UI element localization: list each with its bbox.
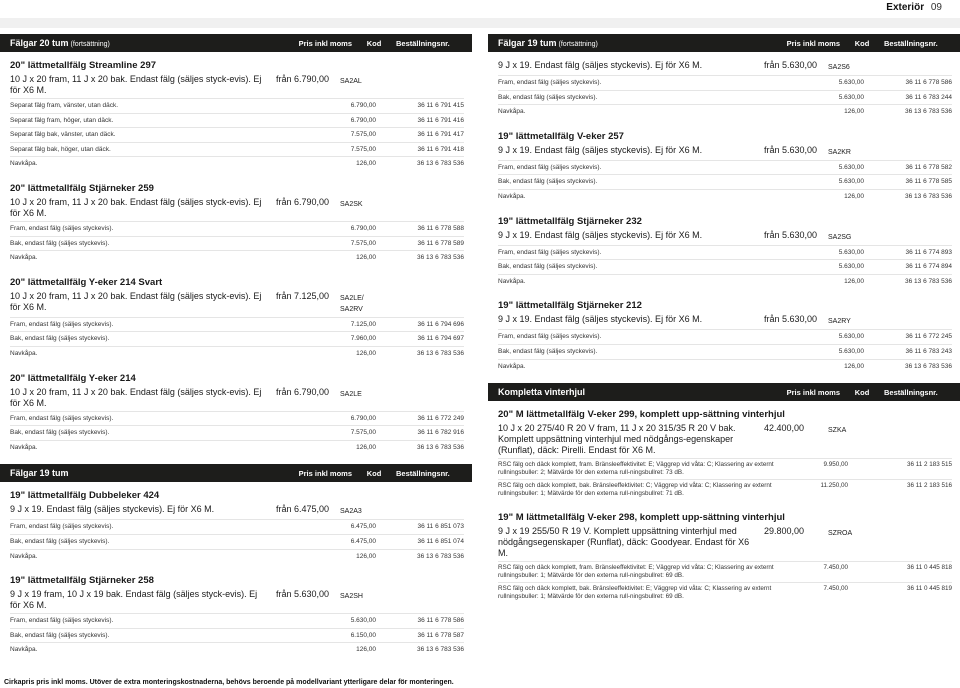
spacer — [10, 657, 464, 667]
product-order-spacer — [872, 526, 952, 559]
row-price: 5.630,00 — [838, 248, 864, 256]
table-row — [10, 642, 464, 657]
table-row — [498, 245, 952, 260]
row-price: 126,00 — [356, 552, 376, 560]
product-code: SA2SK — [340, 200, 363, 208]
table-row — [498, 189, 952, 204]
product-code: SZKA — [828, 427, 847, 435]
row-price: 126,00 — [844, 192, 864, 200]
product-block — [0, 60, 472, 181]
product-price: från 5.630,00 — [764, 60, 818, 70]
product-price: från 6.790,00 — [276, 196, 330, 207]
left-column — [0, 34, 472, 667]
section-title — [498, 38, 760, 48]
row-price: 126,00 — [356, 160, 376, 168]
row-order-number: 36 11 6 791 416 — [417, 116, 464, 124]
product-block — [488, 512, 960, 613]
product-title: 19" lättmetallfälg Stjärneker 258 — [10, 575, 154, 587]
table-row — [498, 329, 952, 344]
row-order-number: 36 11 6 782 916 — [417, 429, 464, 437]
row-description: Fram, endast fälg (säljes styckevis). — [10, 320, 114, 328]
table-row — [10, 113, 464, 128]
row-price: 7.960,00 — [350, 335, 376, 343]
product-code: SA2SG — [828, 233, 852, 241]
row-order-number: 36 13 6 783 536 — [905, 362, 952, 370]
row-price: 126,00 — [356, 443, 376, 451]
product-order-spacer — [384, 197, 464, 219]
table-row — [10, 628, 464, 643]
product-main — [498, 526, 952, 559]
column-price-label: Pris inkl moms — [298, 38, 352, 48]
product-price: 42.400,00 — [764, 423, 805, 434]
row-price: 5.630,00 — [838, 333, 864, 341]
table-row — [498, 582, 952, 603]
row-price: 6.475,00 — [350, 537, 376, 545]
table-row — [498, 344, 952, 359]
product-main — [498, 145, 952, 158]
section-title — [498, 387, 760, 397]
table-row — [498, 90, 952, 105]
column-price-label: Pris inkl moms — [298, 468, 352, 478]
row-price: 9.950,00 — [823, 461, 848, 469]
row-description: Bak, endast fälg (säljes styckevis). — [498, 93, 598, 101]
product-code: SA2LE — [340, 390, 362, 398]
table-row — [498, 561, 952, 582]
row-description: Fram, endast fälg (säljes styckevis). — [498, 163, 602, 171]
product-price: från 6.790,00 — [276, 74, 330, 84]
column-order-label: Beställningsnr. — [884, 387, 938, 397]
table-row — [498, 174, 952, 189]
row-description: RSC fälg och däck komplett, bak. Bränsleeffektivitet: E; Väggrep vid våta: C; Klassering av externt rullningsbuller: 1; Mätvärde för den externa rull-ningsbullret: 69 dB. — [498, 585, 772, 601]
spacer — [10, 454, 464, 464]
row-price: 6.790,00 — [350, 116, 376, 124]
row-price: 7.575,00 — [350, 145, 376, 153]
row-order-number: 36 11 6 778 586 — [905, 79, 952, 86]
table-row — [10, 519, 464, 534]
row-description: Navkåpa. — [498, 362, 526, 370]
row-order-number: 36 11 6 778 589 — [417, 239, 464, 247]
product-main — [498, 423, 952, 456]
row-price: 6.150,00 — [350, 631, 376, 639]
row-order-number: 36 11 6 774 894 — [905, 263, 952, 271]
row-order-number: 36 11 6 778 585 — [905, 178, 952, 186]
table-row — [498, 274, 952, 289]
product-order-spacer — [872, 145, 952, 158]
header-strip — [0, 18, 960, 28]
table-row — [10, 236, 464, 251]
product-description: 9 J x 19 255/50 R 19 V. Komplett uppsättning vinterhjul med nödgångsegenskaper (Runflat), däck: Goodyear. Endast för X6 M. — [498, 526, 750, 559]
table-row — [498, 75, 952, 90]
product-description: 9 J x 19. Endast fälg (säljes styckevis). Ej för X6 M. — [498, 144, 703, 155]
spacer — [498, 204, 952, 214]
product-title: 19" lättmetallfälg Stjärneker 232 — [498, 215, 642, 227]
product-main — [498, 314, 952, 327]
spacer — [498, 119, 952, 129]
row-description: Navkåpa. — [10, 160, 38, 168]
row-price: 7.450,00 — [823, 564, 848, 572]
row-order-number: 36 11 6 778 587 — [417, 631, 464, 639]
section-header — [488, 383, 960, 401]
product-title: 19" lättmetallfälg Dubbeleker 424 — [10, 490, 160, 502]
table-row — [10, 250, 464, 265]
section-label — [886, 2, 942, 13]
row-price: 6.790,00 — [350, 414, 376, 422]
product-main — [10, 387, 464, 409]
table-row — [498, 359, 952, 374]
row-order-number: 36 13 6 783 536 — [417, 552, 464, 560]
product-block — [0, 575, 472, 667]
table-row — [10, 127, 464, 142]
column-code-label: Kod — [854, 387, 870, 397]
section-header — [488, 34, 960, 52]
row-order-number: 36 11 6 778 588 — [417, 224, 464, 232]
row-description: Bak, endast fälg (säljes styckevis). — [10, 239, 110, 247]
product-order-spacer — [384, 291, 464, 315]
row-price: 5.630,00 — [838, 178, 864, 186]
column-code-label: Kod — [366, 38, 382, 48]
column-order-label: Beställningsnr. — [396, 468, 450, 478]
section-header — [0, 464, 472, 482]
row-order-number: 36 11 6 772 249 — [417, 414, 464, 422]
row-description: RSC fälg och däck komplett, fram. Bränsleeffektivitet: E; Väggrep vid våta: C; Klassering av externt rullningsbuller: 1; Mätvärde för den externa rull-ningsbullret: 69 dB. — [498, 564, 774, 580]
product-description: 10 J x 20 fram, 11 J x 20 bak. Endast fälg (säljes styck-evis). Ej för X6 M. — [10, 386, 262, 408]
product-block — [488, 60, 960, 129]
product-main — [498, 60, 952, 73]
row-description: Bak, endast fälg (säljes styckevis). — [10, 631, 110, 639]
row-description: Bak, endast fälg (säljes styckevis). — [10, 335, 110, 343]
row-order-number: 36 11 2 183 516 — [906, 482, 952, 490]
product-code: SA2RY — [828, 318, 851, 326]
product-title: 19" lättmetallfälg Stjärneker 212 — [498, 300, 642, 312]
row-price: 11.250,00 — [820, 482, 848, 490]
product-price: 29.800,00 — [764, 526, 805, 537]
row-price: 5.630,00 — [838, 93, 864, 101]
product-order-spacer — [872, 314, 952, 327]
row-order-number: 36 13 6 783 536 — [417, 646, 464, 654]
row-order-number: 36 11 6 783 244 — [905, 93, 952, 101]
product-main — [10, 74, 464, 96]
column-order-label: Beställningsnr. — [884, 38, 938, 48]
row-price: 126,00 — [844, 362, 864, 370]
spacer — [498, 288, 952, 298]
row-order-number: 36 11 0 445 819 — [906, 585, 952, 593]
spacer — [10, 563, 464, 573]
row-order-number: 36 13 6 783 536 — [905, 192, 952, 200]
product-code: SA2S6 — [828, 64, 850, 71]
row-order-number: 36 13 6 783 536 — [905, 108, 952, 116]
row-description: Navkåpa. — [10, 646, 38, 654]
row-description: Fram, endast fälg (säljes styckevis). — [498, 248, 602, 256]
spacer — [498, 603, 952, 613]
column-price-label: Pris inkl moms — [786, 387, 840, 397]
product-price: från 5.630,00 — [764, 314, 818, 325]
spacer — [10, 171, 464, 181]
product-block — [488, 131, 960, 214]
table-row — [10, 98, 464, 113]
product-main — [10, 504, 464, 517]
product-main — [10, 291, 464, 315]
page-header — [0, 0, 960, 18]
row-order-number: 36 11 6 783 243 — [905, 347, 952, 355]
product-description: 9 J x 19 fram, 10 J x 19 bak. Endast fälg (säljes styck-evis). Ej för X6 M. — [10, 589, 258, 611]
product-description: 10 J x 20 275/40 R 20 V fram, 11 J x 20 315/35 R 20 V bak. Komplett uppsättning vinterhjul med nödgångs-egenskaper (Runflat), däck: Pirelli. Endast för X6 M. — [498, 423, 736, 456]
product-order-spacer — [384, 589, 464, 611]
product-block — [488, 300, 960, 383]
column-order-label: Beställningsnr. — [396, 38, 450, 48]
row-order-number: 36 11 6 791 417 — [417, 131, 464, 139]
footer-note: Cirkapris pris inkl moms. Utöver de extra monteringskostnaderna, behövs beroende på modellvariant ytterligare delar för monteringen. — [4, 679, 454, 686]
row-price: 6.475,00 — [350, 523, 376, 531]
row-description: Separat fälg fram, vänster, utan däck. — [10, 102, 119, 109]
table-row — [498, 160, 952, 175]
section-title-text: Kompletta vinterhjul — [498, 387, 586, 398]
row-description: Navkåpa. — [498, 277, 526, 285]
product-order-spacer — [872, 230, 952, 243]
section-title — [10, 38, 272, 48]
row-description: Fram, endast fälg (säljes styckevis). — [10, 414, 114, 422]
product-order-spacer — [384, 74, 464, 96]
row-description: Bak, endast fälg (säljes styckevis). — [10, 429, 110, 437]
product-block — [0, 277, 472, 371]
section-title-text: Fälgar 20 tum — [10, 38, 69, 48]
row-order-number: 36 13 6 783 536 — [417, 254, 464, 262]
product-block — [488, 216, 960, 299]
row-order-number: 36 11 6 794 697 — [417, 335, 464, 343]
product-description: 10 J x 20 fram, 11 J x 20 bak. Endast fälg (säljes styck-evis). Ej för X6 M. — [10, 290, 262, 312]
section-subtitle: (fortsättning) — [558, 41, 598, 48]
page-number: 09 — [930, 2, 942, 13]
row-description: Fram, endast fälg (säljes styckevis). — [10, 224, 114, 232]
product-main — [10, 197, 464, 219]
product-order-spacer — [872, 423, 952, 456]
row-description: Separat fälg bak, höger, utan däck. — [10, 145, 111, 153]
product-main — [10, 589, 464, 611]
product-title: 19" lättmetallfälg V-eker 257 — [498, 130, 624, 142]
product-title: 20" lättmetallfälg Streamline 297 — [10, 60, 157, 71]
row-description: Navkåpa. — [498, 192, 526, 200]
product-description: 9 J x 19. Endast fälg (säljes styckevis). Ej för X6 M. — [10, 504, 215, 515]
product-order-spacer — [384, 387, 464, 409]
table-row — [10, 440, 464, 455]
row-description: Bak, endast fälg (säljes styckevis). — [10, 537, 110, 545]
product-block — [0, 490, 472, 573]
row-price: 126,00 — [356, 646, 376, 654]
product-order-spacer — [384, 504, 464, 517]
product-block — [0, 373, 472, 465]
product-title: 20" lättmetallfälg Y-eker 214 — [10, 372, 136, 384]
product-price: från 5.630,00 — [764, 144, 818, 155]
row-price: 126,00 — [356, 349, 376, 357]
section-subtitle: (fortsättning) — [70, 41, 110, 48]
product-description: 9 J x 19. Endast fälg (säljes styckevis). Ej för X6 M. — [498, 314, 703, 325]
table-row — [10, 142, 464, 157]
section-title: Exteriör — [886, 2, 925, 13]
row-description: RSC fälg och däck komplett, fram. Bränsleeffektivitet: E; Väggrep vid våta: C; Klassering av externt rullningsbuller: 2; Mätvärde för den externa rull-ningsbullret: 73 dB. — [498, 461, 774, 477]
table-row — [10, 411, 464, 426]
table-row — [498, 458, 952, 479]
row-order-number: 36 13 6 783 536 — [417, 160, 464, 168]
row-order-number: 36 11 6 851 074 — [417, 537, 464, 545]
row-order-number: 36 11 2 183 515 — [906, 461, 952, 469]
table-row — [10, 346, 464, 361]
table-row — [498, 479, 952, 500]
row-price: 126,00 — [844, 277, 864, 285]
spacer — [498, 373, 952, 383]
section-title — [10, 468, 272, 478]
product-code: SZROA — [828, 530, 853, 538]
product-description: 9 J x 19. Endast fälg (säljes styckevis). Ej för X6 M. — [498, 60, 703, 70]
product-code: SA2A3 — [340, 508, 362, 516]
row-description: Bak, endast fälg (säljes styckevis). — [498, 178, 598, 186]
column-price-label: Pris inkl moms — [786, 38, 840, 48]
row-price: 7.575,00 — [350, 131, 376, 139]
row-description: Bak, endast fälg (säljes styckevis). — [498, 263, 598, 271]
table-row — [10, 317, 464, 332]
product-block — [0, 183, 472, 275]
row-order-number: 36 11 6 794 696 — [417, 320, 464, 328]
row-price: 5.630,00 — [838, 79, 864, 86]
row-description: Navkåpa. — [498, 108, 526, 116]
product-order-spacer — [872, 60, 952, 73]
row-description: Navkåpa. — [10, 552, 38, 560]
row-order-number: 36 11 6 791 418 — [417, 145, 464, 153]
product-code: SA2LE/ SA2RV — [340, 294, 364, 313]
row-price: 5.630,00 — [350, 617, 376, 625]
row-order-number: 36 13 6 783 536 — [417, 443, 464, 451]
product-block — [488, 409, 960, 510]
right-column — [488, 34, 960, 613]
product-title: 20" lättmetallfälg Stjärneker 259 — [10, 182, 154, 194]
column-code-label: Kod — [366, 468, 382, 478]
row-order-number: 36 13 6 783 536 — [417, 349, 464, 357]
row-price: 7.575,00 — [350, 429, 376, 437]
product-title: 20" lättmetallfälg Y-eker 214 Svart — [10, 276, 163, 288]
row-description: Navkåpa. — [10, 443, 38, 451]
product-code: SA2SH — [340, 593, 363, 601]
table-row — [498, 259, 952, 274]
product-price: från 6.790,00 — [276, 386, 330, 397]
row-order-number: 36 13 6 783 536 — [905, 277, 952, 285]
row-price: 7.575,00 — [350, 239, 376, 247]
row-order-number: 36 11 6 791 415 — [417, 102, 464, 109]
spacer — [498, 500, 952, 510]
product-description: 10 J x 20 fram, 11 J x 20 bak. Endast fälg (säljes styck-evis). Ej för X6 M. — [10, 196, 262, 218]
product-price: från 5.630,00 — [764, 229, 818, 240]
row-price: 7.450,00 — [823, 585, 848, 593]
row-order-number: 36 11 6 774 893 — [905, 248, 952, 256]
product-description: 10 J x 20 fram, 11 J x 20 bak. Endast fälg (säljes styck-evis). Ej för X6 M. — [10, 74, 262, 95]
product-price: från 7.125,00 — [276, 290, 330, 301]
section-title-text: Fälgar 19 tum — [10, 468, 69, 479]
row-order-number: 36 11 6 778 586 — [417, 617, 464, 625]
product-main — [498, 230, 952, 243]
row-description: Navkåpa. — [10, 349, 38, 357]
table-row — [10, 221, 464, 236]
product-title: 20" M lättmetallfälg V-eker 299, komplett upp-sättning vinterhjul — [498, 409, 785, 421]
row-order-number: 36 11 6 778 582 — [905, 163, 952, 171]
product-price: från 5.630,00 — [276, 589, 330, 600]
row-description: Separat fälg bak, vänster, utan däck. — [10, 131, 116, 139]
row-description: Fram, endast fälg (säljes styckevis). — [498, 333, 602, 341]
row-price: 6.790,00 — [350, 224, 376, 232]
row-description: Fram, endast fälg (säljes styckevis). — [10, 523, 114, 531]
table-row — [10, 425, 464, 440]
product-description: 9 J x 19. Endast fälg (säljes styckevis). Ej för X6 M. — [498, 229, 703, 240]
row-order-number: 36 11 0 445 818 — [906, 564, 952, 572]
table-row — [10, 549, 464, 564]
row-price: 7.125,00 — [350, 320, 376, 328]
row-description: Fram, endast fälg (säljes styckevis). — [10, 617, 114, 625]
row-price: 126,00 — [844, 108, 864, 116]
row-price: 5.630,00 — [838, 163, 864, 171]
product-code: SA2AL — [340, 78, 362, 85]
spacer — [10, 265, 464, 275]
product-title: 19" M lättmetallfälg V-eker 298, komplett upp-sättning vinterhjul — [498, 512, 785, 524]
row-order-number: 36 11 6 851 073 — [417, 523, 464, 531]
table-row — [498, 104, 952, 119]
column-code-label: Kod — [854, 38, 870, 48]
product-price: från 6.475,00 — [276, 504, 330, 515]
product-code: SA2KR — [828, 148, 851, 156]
section-title-text: Fälgar 19 tum — [498, 38, 557, 48]
row-order-number: 36 11 6 772 245 — [905, 333, 952, 341]
row-price: 5.630,00 — [838, 263, 864, 271]
row-price: 6.790,00 — [350, 102, 376, 109]
table-row — [10, 156, 464, 171]
row-description: Fram, endast fälg (säljes styckevis). — [498, 79, 602, 86]
spacer — [10, 361, 464, 371]
row-description: RSC fälg och däck komplett, bak. Bränsleeffektivitet: C; Väggrep vid våta: C; Klassering av externt rullningsbuller: 1; Mätvärde för den externa rull-ningsbullret: 71 dB. — [498, 482, 772, 498]
row-description: Separat fälg fram, höger, utan däck. — [10, 116, 114, 124]
row-price: 5.630,00 — [838, 347, 864, 355]
row-description: Navkåpa. — [10, 254, 38, 262]
table-row — [10, 613, 464, 628]
table-row — [10, 331, 464, 346]
row-description: Bak, endast fälg (säljes styckevis). — [498, 347, 598, 355]
table-row — [10, 534, 464, 549]
section-header — [0, 34, 472, 52]
row-price: 126,00 — [356, 254, 376, 262]
